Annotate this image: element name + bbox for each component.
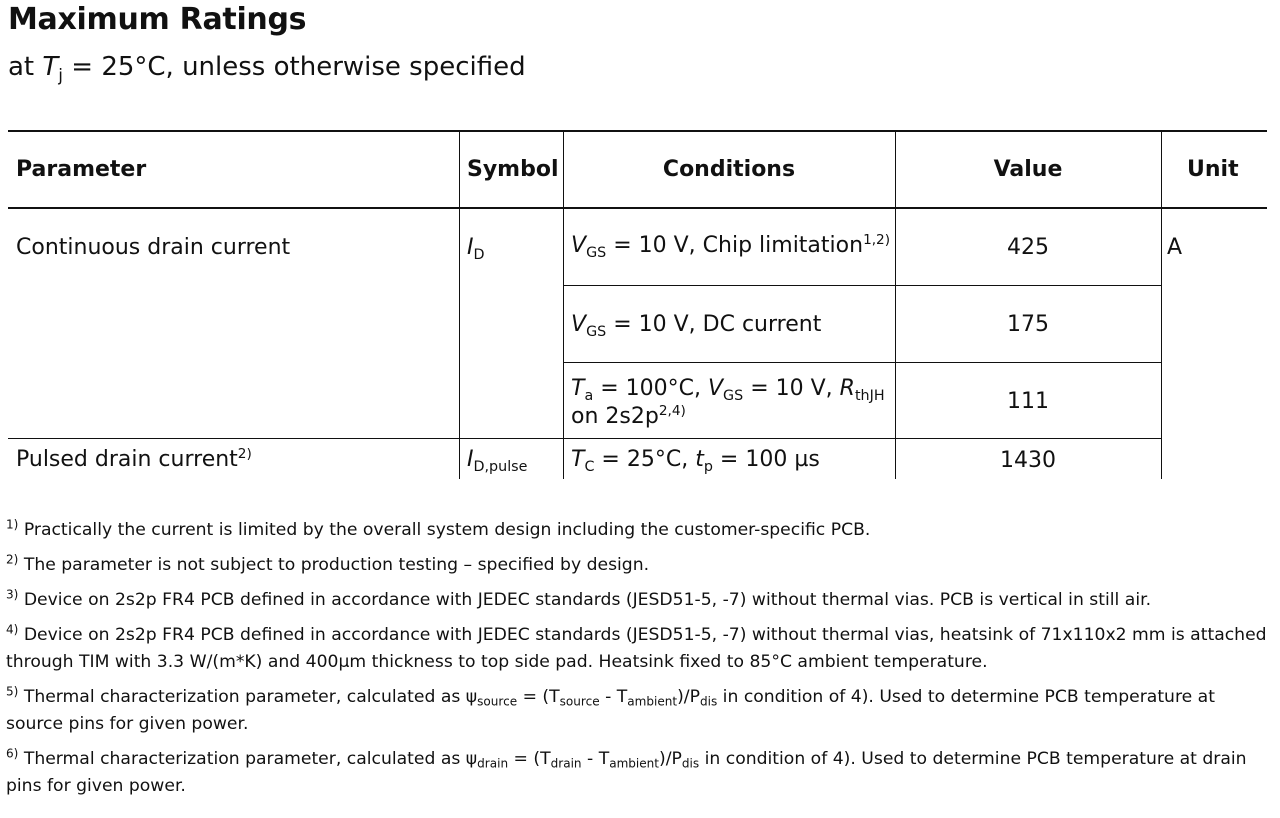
table-col-rule <box>1161 131 1162 480</box>
cond-text-2: = 10 V, <box>743 376 840 401</box>
footnotes <box>6 517 1272 808</box>
header-conditions: Conditions <box>662 157 796 182</box>
table-row-rule <box>8 438 1161 439</box>
footnote-mark: 4) <box>6 622 19 637</box>
footnote-text: Practically the current is limited by the overall system design including the customer-specific PCB. <box>18 520 871 540</box>
symbol-sub: D <box>473 247 485 263</box>
header-value: Value <box>993 157 1063 182</box>
cond-footnote-ref: 1,2) <box>863 231 891 248</box>
t-sub: drain <box>550 756 582 771</box>
eq-part: )/P <box>659 749 682 769</box>
footnote-4 <box>6 622 1272 676</box>
eq-part: = (T <box>517 687 560 707</box>
eq-part: - T <box>581 749 610 769</box>
condition-tc-25c <box>571 447 820 473</box>
cond-symbol-2: V <box>707 376 724 401</box>
param-text: Pulsed drain current <box>16 447 238 472</box>
t-sub: source <box>559 694 600 709</box>
cond-text-2: = 100 µs <box>712 447 820 472</box>
subtitle-prefix: at <box>8 52 43 82</box>
cond-symbol: V <box>571 233 587 258</box>
symbol-sub: D,pulse <box>473 459 528 475</box>
footnote-mark: 3) <box>6 587 19 602</box>
footnote-6 <box>6 746 1272 800</box>
table-col-rule <box>459 131 460 480</box>
symbol-letter: I <box>467 235 474 260</box>
eq-part: - T <box>599 687 628 707</box>
footnote-mark: 5) <box>6 684 19 699</box>
table-crop-mask <box>0 479 1280 509</box>
table-top-rule <box>8 130 1267 132</box>
condition-ta-100c <box>571 376 885 402</box>
table-header-rule <box>8 207 1267 209</box>
footnote-mark: 2) <box>6 552 19 567</box>
subtitle-symbol: T <box>42 52 59 82</box>
footnote-text: Device on 2s2p FR4 PCB defined in accordance with JEDEC standards (JESD51-5, -7) without thermal vias, heatsink of 71x110x2 mm is attached through TIM with 3.3 W/(m*K) and 400µm thickness to top side pad. Heatsink fixed to 85°C ambient temperature. <box>6 625 1267 672</box>
psi-sub: source <box>477 694 518 709</box>
symbol-letter: I <box>467 447 474 472</box>
cond-symbol: T <box>571 376 585 401</box>
cond-sub-3: thJH <box>854 388 885 404</box>
psi-sub: drain <box>477 756 509 771</box>
footnote-text: Thermal characterization parameter, calculated as ψ <box>18 749 478 769</box>
cond-sub: a <box>584 388 594 404</box>
cond-line2-text: on 2s2p <box>571 404 659 429</box>
param-footnote-ref: 2) <box>237 445 252 462</box>
cond-sub-2: GS <box>723 388 744 404</box>
footnote-1 <box>6 517 1272 544</box>
table-row-rule <box>563 285 1161 286</box>
p-sub: dis <box>681 756 700 771</box>
cond-symbol-2: t <box>695 447 704 472</box>
footnote-text: Device on 2s2p FR4 PCB defined in accordance with JEDEC standards (JESD51-5, -7) without thermal vias. PCB is vertical in still air. <box>18 590 1152 610</box>
condition-dc-current <box>571 312 821 338</box>
value-1430: 1430 <box>1000 448 1056 473</box>
cond-text: = 10 V, DC current <box>606 312 822 337</box>
cond-sub: GS <box>586 245 607 261</box>
table-row-rule <box>563 362 1161 363</box>
value-425: 425 <box>1007 235 1049 260</box>
t-sub: ambient <box>609 756 660 771</box>
header-unit: Unit <box>1187 157 1239 182</box>
header-symbol: Symbol <box>467 157 559 182</box>
eq-part: )/P <box>677 687 700 707</box>
header-parameter: Parameter <box>16 157 147 182</box>
cond-footnote-ref: 2,4) <box>658 402 686 419</box>
symbol-id-pulse <box>467 447 527 473</box>
cond-sub-2: p <box>703 459 713 475</box>
cond-symbol: V <box>571 312 587 337</box>
cond-symbol: T <box>571 447 585 472</box>
cond-text: = 100°C, <box>593 376 708 401</box>
footnote-3 <box>6 587 1272 614</box>
footnote-text-end: in condition of 4). Used to determine PCB temperature at drain pins for given power. <box>6 749 1247 796</box>
symbol-id <box>467 235 485 261</box>
param-continuous-drain-current: Continuous drain current <box>16 235 291 260</box>
cond-sub: C <box>584 459 595 475</box>
unit-a: A <box>1167 235 1183 260</box>
value-111: 111 <box>1007 389 1049 414</box>
footnote-2 <box>6 552 1272 579</box>
subtitle-symbol-sub: j <box>58 64 63 85</box>
footnote-text: Thermal characterization parameter, calculated as ψ <box>18 687 478 707</box>
condition-ta-100c-line2 <box>571 404 686 430</box>
footnote-text: The parameter is not subject to production testing – specified by design. <box>18 555 650 575</box>
cond-symbol-3: R <box>839 376 855 401</box>
footnote-mark: 6) <box>6 746 19 761</box>
cond-text: = 10 V, Chip limitation <box>606 233 864 258</box>
cond-text: = 25°C, <box>594 447 696 472</box>
value-175: 175 <box>1007 312 1049 337</box>
p-sub: dis <box>699 694 718 709</box>
t-sub: ambient <box>627 694 678 709</box>
footnote-mark: 1) <box>6 517 19 532</box>
subtitle-suffix: = 25°C, unless otherwise specified <box>63 52 526 82</box>
footnote-5 <box>6 684 1272 738</box>
eq-part: = (T <box>508 749 551 769</box>
footnote-text-end: in condition of 4). Used to determine PCB temperature at source pins for given power. <box>6 687 1215 734</box>
cond-sub: GS <box>586 324 607 340</box>
condition-chip-limitation <box>571 233 890 259</box>
page-title: Maximum Ratings <box>8 2 307 37</box>
param-pulsed-drain-current <box>16 447 252 473</box>
